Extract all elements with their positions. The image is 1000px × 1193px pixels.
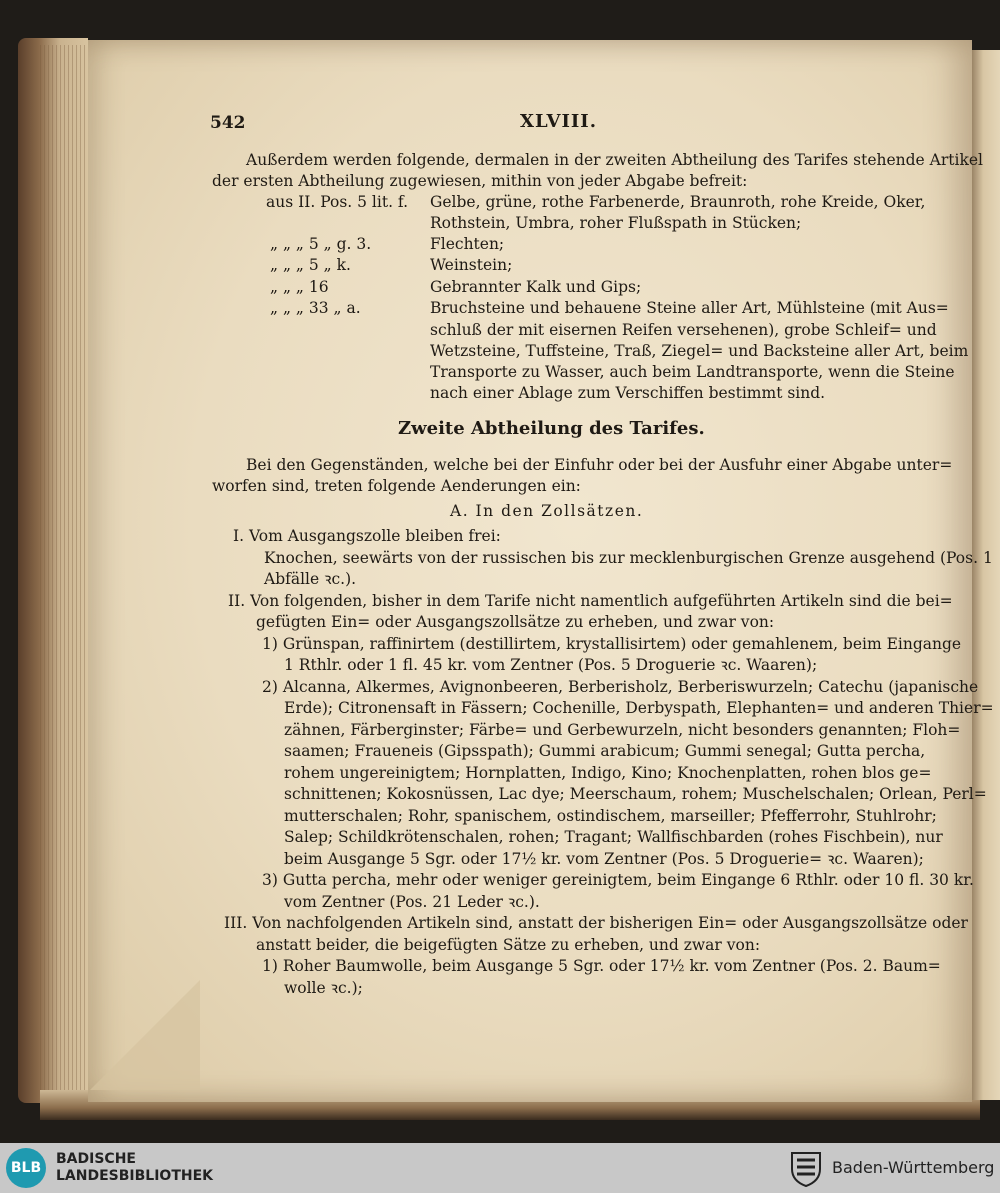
text-line: mutterschalen; Rohr, spanischem, ostindischem, marseiller; Pfefferrohr, Stuhlrohr;	[284, 807, 937, 825]
text-line: Weinstein;	[430, 256, 513, 274]
text-line: Flechten;	[430, 235, 505, 253]
text-line: 1) Grünspan, raffinirtem (destillirtem, krystallisirtem) oder gemahlenem, beim Eingange	[262, 635, 962, 653]
text-line: Bruchsteine und behauene Steine aller Art, Mühlsteine (mit Aus=	[430, 299, 949, 317]
text-line: Außerdem werden folgende, dermalen in der zweiten Abtheilung des Tarifes stehende Artikel	[246, 151, 983, 169]
library-name-line2: LANDESBIBLIOTHEK	[56, 1168, 214, 1184]
text-line: anstatt beider, die beigefügten Sätze zu erheben, und zwar von:	[256, 936, 761, 954]
reference: „ „ „ 5 „ k.	[270, 256, 351, 274]
page-stack-lines	[40, 45, 85, 1095]
text-line: Gebrannter Kalk und Gips;	[430, 278, 642, 296]
text-line: nach einer Ablage zum Verschiffen bestimmt sind.	[430, 384, 826, 402]
text-line: Abfälle ꝛc.).	[264, 570, 357, 588]
text-line: 1 Rthlr. oder 1 fl. 45 kr. vom Zentner (Pos. 5 Droguerie ꝛc. Waaren);	[284, 656, 818, 674]
text-line: II. Von folgenden, bisher in dem Tarife nicht namentlich aufgeführten Artikeln sind die bei=	[228, 592, 953, 610]
reference: „ „ „ 33 „ a.	[270, 299, 361, 317]
text-line: rohem ungereinigtem; Hornplatten, Indigo, Kino; Knochenplatten, rohen blos ge=	[284, 764, 932, 782]
page-number: 542	[210, 113, 246, 133]
text-line: schluß der mit eisernen Reifen versehenen), grobe Schleif= und	[430, 321, 937, 339]
baden-wuerttemberg-coat-of-arms-icon	[790, 1149, 822, 1187]
reference: „ „ „ 5 „ g. 3.	[270, 235, 372, 253]
subsection-heading: A. In den Zollsätzen.	[450, 502, 644, 520]
text-line: saamen; Fraueneis (Gipsspath); Gummi arabicum; Gummi senegal; Gutta percha,	[284, 742, 926, 760]
text-line: vom Zentner (Pos. 21 Leder ꝛc.).	[284, 893, 540, 911]
blb-logo[interactable]: BLB	[6, 1148, 46, 1188]
text-line: schnittenen; Kokosnüssen, Lac dye; Meerschaum, rohem; Muschelschalen; Orlean, Perl=	[284, 785, 987, 803]
text-line: Bei den Gegenständen, welche bei der Einfuhr oder bei der Ausfuhr einer Abgabe unter=	[246, 456, 953, 474]
text-line: Wetzsteine, Tuffsteine, Traß, Ziegel= und Backsteine aller Art, beim	[430, 342, 969, 360]
text-line: Transporte zu Wasser, auch beim Landtransporte, wenn die Steine	[430, 363, 955, 381]
text-line: der ersten Abtheilung zugewiesen, mithin von jeder Abgabe befreit:	[212, 172, 748, 190]
library-name-line1: BADISCHE	[56, 1151, 136, 1167]
reference: aus II. Pos. 5 lit. f.	[266, 193, 409, 211]
text-line: Gelbe, grüne, rothe Farbenerde, Braunroth, rohe Kreide, Oker,	[430, 193, 926, 211]
reference: „ „ „ 16	[270, 278, 329, 296]
text-line: I. Vom Ausgangszolle bleiben frei:	[233, 527, 501, 545]
text-line: gefügten Ein= oder Ausgangszollsätze zu erheben, und zwar von:	[256, 613, 775, 631]
text-line: 1) Roher Baumwolle, beim Ausgange 5 Sgr. oder 17½ kr. vom Zentner (Pos. 2. Baum=	[262, 957, 941, 975]
text-line: Knochen, seewärts von der russischen bis zur mecklenburgischen Grenze ausgehend (Pos. 1	[264, 549, 993, 567]
text-line: III. Von nachfolgenden Artikeln sind, anstatt der bisherigen Ein= oder Ausgangszollsätze oder	[224, 914, 968, 932]
page-fold	[90, 980, 200, 1090]
text-line: 2) Alcanna, Alkermes, Avignonbeeren, Berberisholz, Berberiswurzeln; Catechu (japanische	[262, 678, 979, 696]
section-heading: Zweite Abtheilung des Tarifes.	[398, 418, 705, 439]
text-line: worfen sind, treten folgende Aenderungen ein:	[212, 477, 581, 495]
text-line: Rothstein, Umbra, roher Flußspath in Stücken;	[430, 214, 802, 232]
text-line: Salep; Schildkrötenschalen, rohen; Tragant; Wallfischbarden (rohes Fischbein), nur	[284, 828, 943, 846]
text-line: 3) Gutta percha, mehr oder weniger gereinigtem, beim Eingange 6 Rthlr. oder 10 fl. 30 kr.	[262, 871, 974, 889]
text-line: Erde); Citronensaft in Fässern; Cochenille, Derbyspath, Elephanten= und anderen Thier=	[284, 699, 994, 717]
state-name: Baden-Württemberg	[832, 1158, 995, 1177]
text-line: beim Ausgange 5 Sgr. oder 17½ kr. vom Zentner (Pos. 5 Droguerie= ꝛc. Waaren);	[284, 850, 924, 868]
text-line: wolle ꝛc.);	[284, 979, 363, 997]
right-page-edge	[972, 50, 1000, 1100]
text-line: zähnen, Färberginster; Färbe= und Gerbewurzeln, nicht besonders genannten; Floh=	[284, 721, 961, 739]
section-title: XLVIII.	[520, 111, 597, 132]
